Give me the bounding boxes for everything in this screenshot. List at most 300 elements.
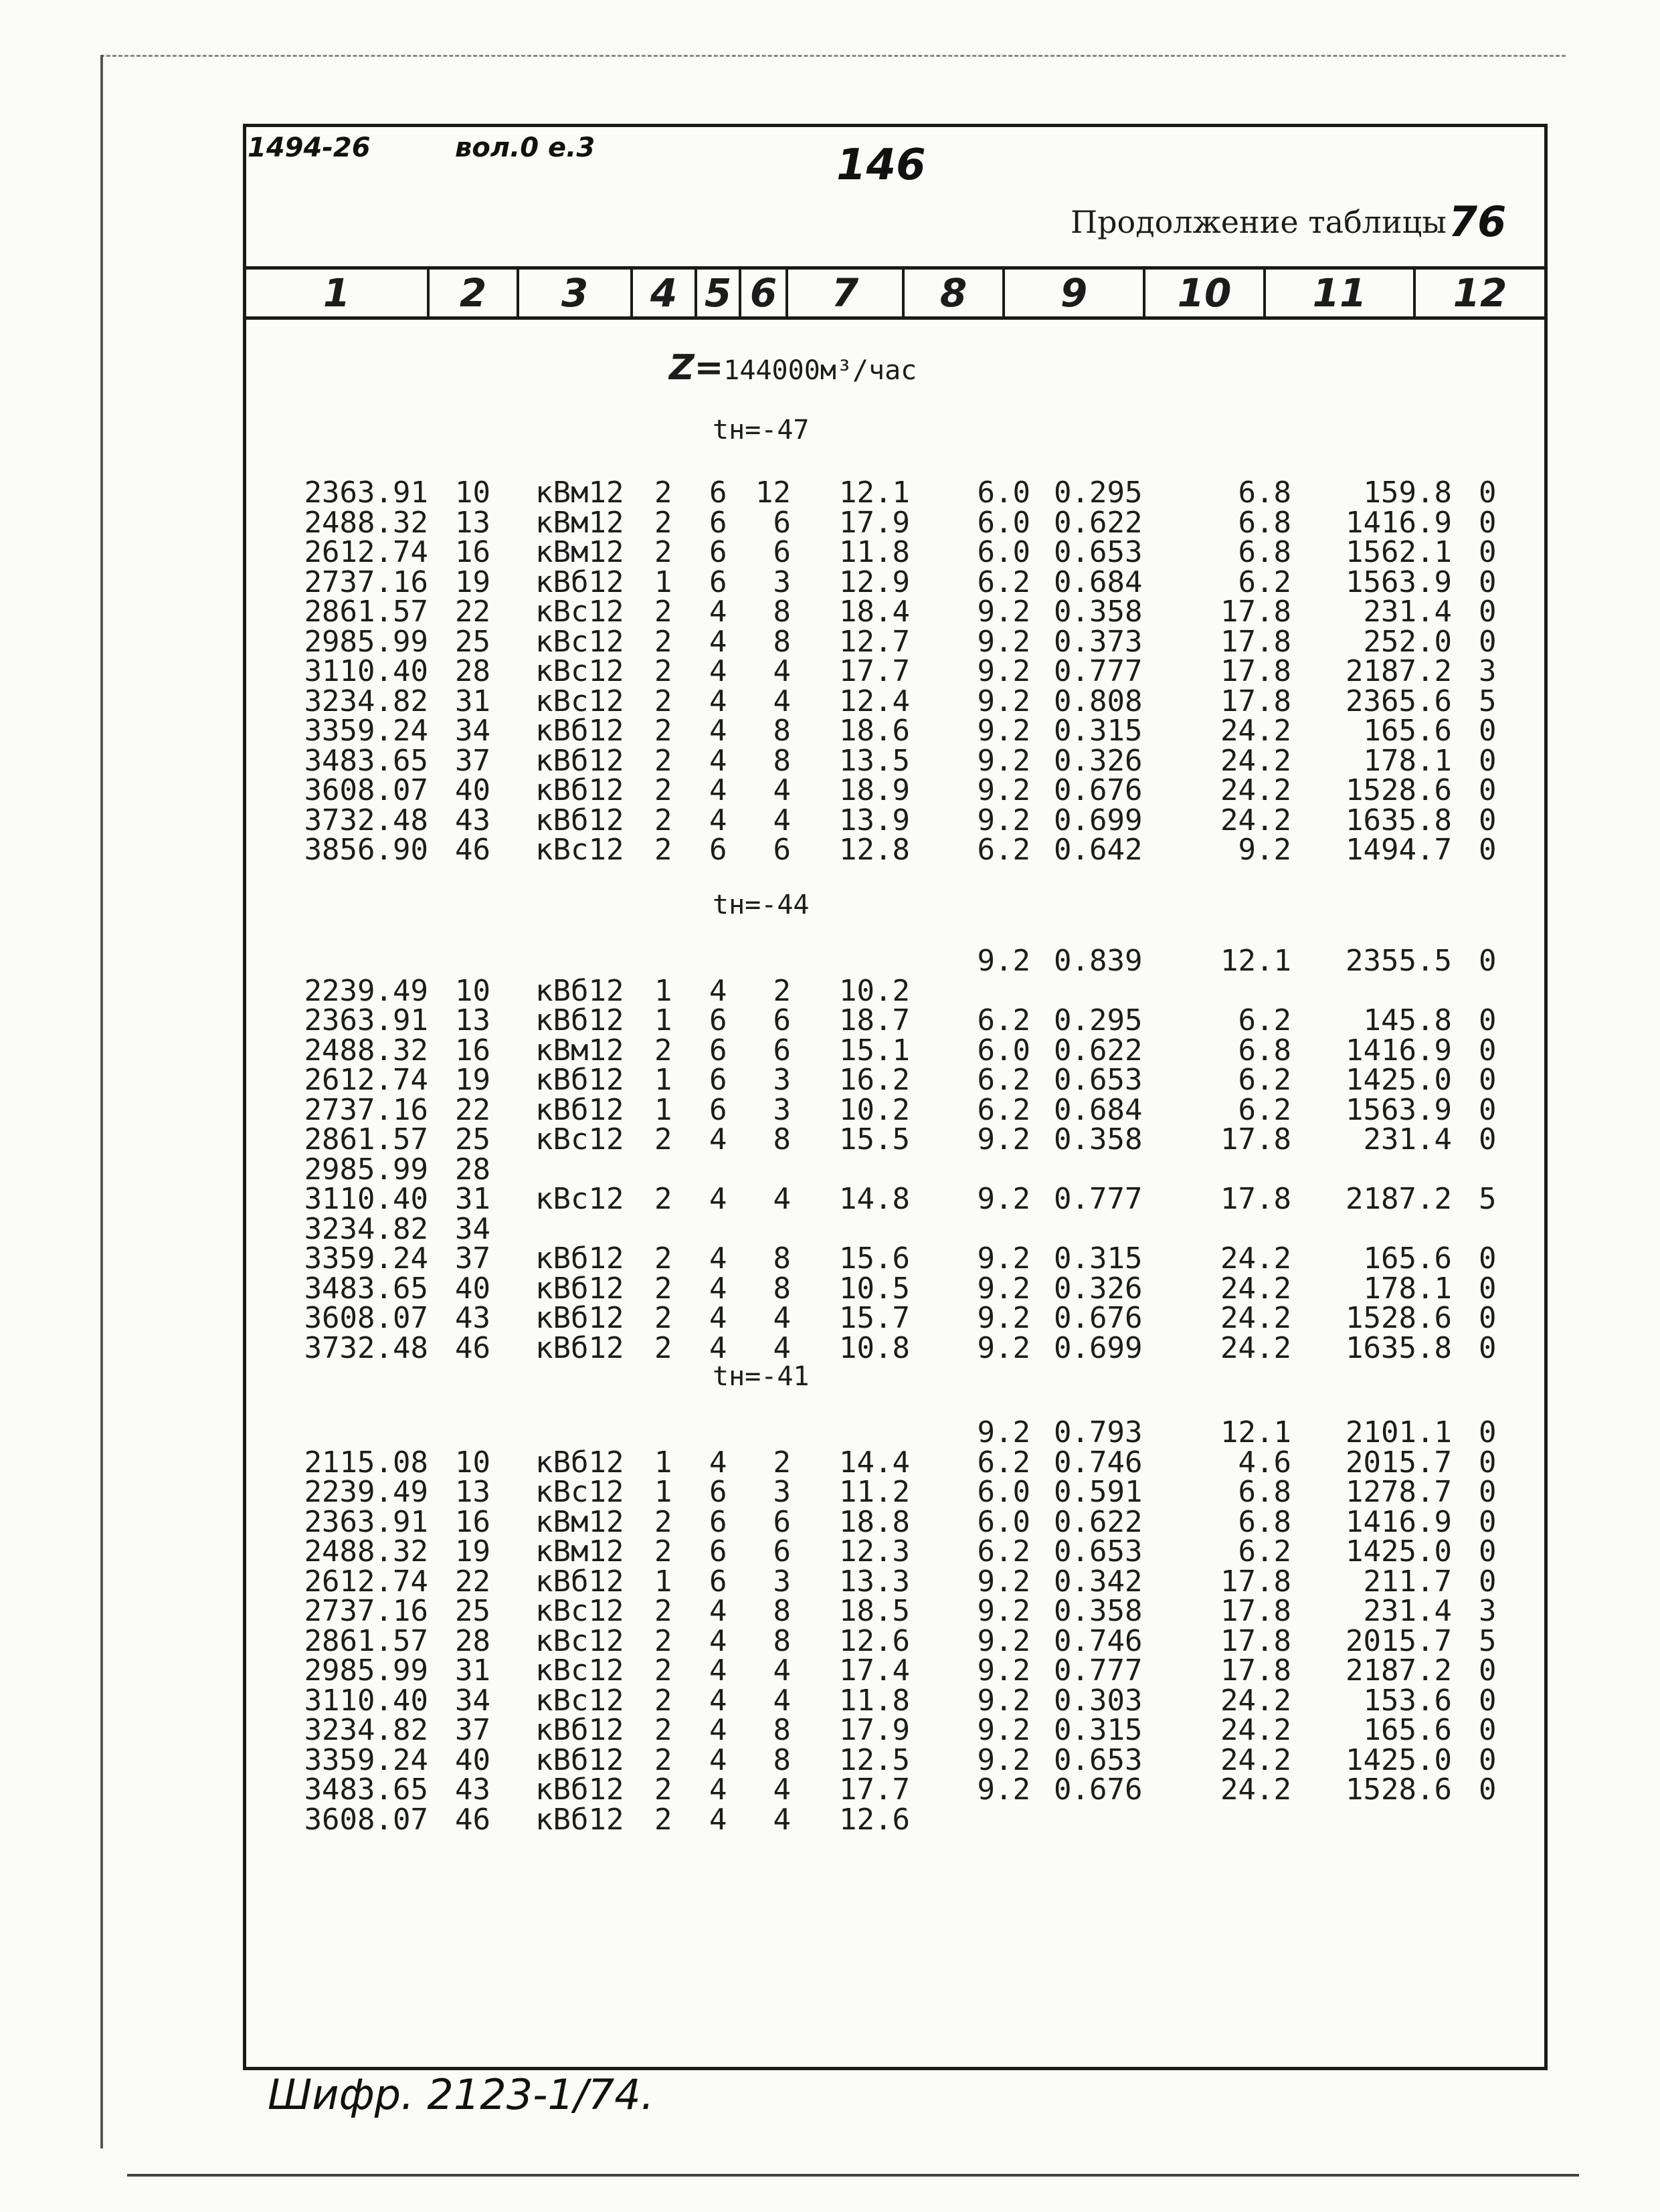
cell-col-10: 24.2	[1220, 1773, 1291, 1807]
cell-col-7: 18.8	[839, 1505, 910, 1539]
cell-col-9: 0.295	[1054, 1003, 1143, 1037]
table-row	[0, 1475, 1660, 1509]
cell-col-6: 3	[773, 565, 791, 599]
cell-col-11: 1425.0	[1346, 1534, 1452, 1569]
cell-col-7: 11.8	[839, 535, 910, 569]
cell-col-9: 0.676	[1054, 1773, 1143, 1807]
cell-col-3: кВс12	[535, 833, 624, 867]
cell-col-12: 0	[1479, 1063, 1497, 1097]
cell-col-7: 10.8	[839, 1331, 910, 1365]
cell-col-5: 6	[709, 535, 727, 569]
cell-col-11: 145.8	[1363, 1003, 1452, 1037]
cell-col-3: кВм12	[535, 1033, 624, 1068]
cell-col-12: 0	[1479, 1475, 1497, 1509]
cell-col-7: 18.6	[839, 714, 910, 748]
cell-col-9: 0.622	[1054, 1505, 1143, 1539]
cell-col-7: 12.9	[839, 565, 910, 599]
col-header-12: 12	[1413, 270, 1544, 316]
cell-col-10: 24.2	[1220, 1684, 1291, 1718]
cell-col-3: кВс12	[535, 1122, 624, 1157]
col-header-10: 10	[1143, 270, 1263, 316]
cell-col-2: 25	[455, 1122, 490, 1157]
cell-col-11: 1563.9	[1346, 1093, 1452, 1127]
section-title: tн=-41	[713, 1361, 810, 1392]
cell-col-5: 4	[709, 1594, 727, 1628]
cell-col-4: 2	[654, 1743, 672, 1777]
cell-col-7: 17.7	[839, 1773, 910, 1807]
cell-col-12: 0	[1479, 744, 1497, 778]
cell-col-3: кВс12	[535, 595, 624, 629]
cell-col-2: 31	[455, 684, 490, 718]
cell-col-2: 13	[455, 1003, 490, 1037]
cell-col-7: 18.7	[839, 1003, 910, 1037]
column-header-row	[246, 266, 1544, 320]
cell-col-3: кВб12	[535, 1063, 624, 1097]
cell-col-11: 1635.8	[1346, 1331, 1452, 1365]
cell-col-1: 2488.32	[304, 506, 428, 540]
cell-col-12: 0	[1479, 1301, 1497, 1335]
cell-col-9: 0.746	[1054, 1624, 1143, 1658]
cell-col-6: 2	[773, 974, 791, 1008]
cell-col-7: 12.6	[839, 1803, 910, 1837]
table-row	[0, 1152, 1660, 1187]
table-row	[0, 1033, 1660, 1068]
col-header-8: 8	[902, 270, 1002, 316]
cell-col-9: 0.777	[1054, 1653, 1143, 1688]
cell-col-11: 2015.7	[1346, 1624, 1452, 1658]
cell-col-7: 13.5	[839, 744, 910, 778]
cell-col-4: 2	[654, 1684, 672, 1718]
cell-col-12: 0	[1479, 535, 1497, 569]
cell-col-4: 2	[654, 1653, 672, 1688]
cell-col-7: 10.5	[839, 1272, 910, 1306]
cell-col-12: 0	[1479, 1445, 1497, 1480]
cell-col-5: 4	[709, 625, 727, 659]
cell-col-8: 6.0	[977, 1475, 1030, 1509]
cell-col-1: 2861.57	[304, 1624, 428, 1658]
cell-col-5: 4	[709, 1122, 727, 1157]
cell-col-6: 6	[773, 1505, 791, 1539]
cell-col-8: 9.2	[977, 1565, 1030, 1599]
cell-col-5: 4	[709, 1684, 727, 1718]
cell-col-7: 12.5	[839, 1743, 910, 1777]
cell-col-1: 3483.65	[304, 1272, 428, 1306]
cell-col-9: 0.676	[1054, 1301, 1143, 1335]
cell-col-10: 17.8	[1220, 1624, 1291, 1658]
cell-col-8: 9.2	[977, 654, 1030, 688]
table-row	[0, 1212, 1660, 1246]
cell-col-3: кВс12	[535, 625, 624, 659]
cell-col-10: 6.8	[1238, 1505, 1291, 1539]
cell-col-2: 19	[455, 1534, 490, 1569]
cell-col-8: 6.2	[977, 565, 1030, 599]
cell-col-6: 8	[773, 1594, 791, 1628]
cell-col-11: 1494.7	[1346, 833, 1452, 867]
cell-col-9: 0.793	[1054, 1415, 1143, 1449]
cell-col-6: 8	[773, 1241, 791, 1276]
cell-col-9: 0.642	[1054, 833, 1143, 867]
cell-col-7: 10.2	[839, 1093, 910, 1127]
cell-col-6: 4	[773, 1803, 791, 1837]
cell-col-9: 0.777	[1054, 654, 1143, 688]
cell-col-12: 0	[1479, 1272, 1497, 1306]
table-row	[0, 716, 1660, 746]
cell-col-12: 0	[1479, 1122, 1497, 1157]
cell-col-10: 17.8	[1220, 684, 1291, 718]
cell-col-4: 2	[654, 1534, 672, 1569]
table-row	[0, 565, 1660, 599]
table-row	[0, 803, 1660, 837]
cell-col-8: 9.2	[977, 1122, 1030, 1157]
cell-col-7: 15.7	[839, 1301, 910, 1335]
cell-col-5: 6	[709, 1063, 727, 1097]
cell-col-3: кВс12	[535, 654, 624, 688]
table-row	[0, 974, 1660, 1008]
cell-col-3: кВс12	[535, 1594, 624, 1628]
cell-col-6: 8	[773, 744, 791, 778]
cell-col-4: 1	[654, 974, 672, 1008]
cell-col-5: 4	[709, 654, 727, 688]
col-header-9: 9	[1002, 270, 1143, 316]
cell-col-11: 178.1	[1363, 1272, 1452, 1306]
cell-col-9: 0.777	[1054, 1182, 1143, 1216]
cell-col-1: 2115.08	[304, 1445, 428, 1480]
table-row	[0, 1415, 1660, 1449]
cell-col-2: 22	[455, 1093, 490, 1127]
cell-col-5: 4	[709, 1713, 727, 1747]
cell-col-4: 2	[654, 1122, 672, 1157]
cell-col-7: 17.7	[839, 654, 910, 688]
cell-col-6: 8	[773, 1743, 791, 1777]
cell-col-11: 1528.6	[1346, 1301, 1452, 1335]
cell-col-6: 4	[773, 1773, 791, 1807]
cell-col-6: 4	[773, 1653, 791, 1688]
cell-col-1: 3608.07	[304, 773, 428, 807]
cell-col-9: 0.622	[1054, 506, 1143, 540]
cell-col-9: 0.358	[1054, 1122, 1143, 1157]
cell-col-9: 0.676	[1054, 773, 1143, 807]
cell-col-1: 3234.82	[304, 1713, 428, 1747]
cell-col-6: 4	[773, 1684, 791, 1718]
table-row	[0, 1534, 1660, 1569]
cell-col-2: 37	[455, 1241, 490, 1276]
cell-col-7: 12.6	[839, 1624, 910, 1658]
cell-col-6: 6	[773, 833, 791, 867]
col-header-2: 2	[427, 270, 517, 316]
cell-col-10: 24.2	[1220, 714, 1291, 748]
cell-col-3: кВб12	[535, 803, 624, 837]
cell-col-8: 6.2	[977, 1534, 1030, 1569]
cell-col-3: кВс12	[535, 1624, 624, 1658]
cell-col-5: 4	[709, 1301, 727, 1335]
cell-col-11: 1416.9	[1346, 1033, 1452, 1068]
cell-col-7: 17.9	[839, 1713, 910, 1747]
cell-col-5: 4	[709, 1653, 727, 1688]
cell-col-3: кВс12	[535, 1475, 624, 1509]
cell-col-1: 2488.32	[304, 1033, 428, 1068]
cell-col-11: 2187.2	[1346, 654, 1452, 688]
cell-col-8: 9.2	[977, 1182, 1030, 1216]
cell-col-2: 16	[455, 1033, 490, 1068]
cell-col-2: 31	[455, 1653, 490, 1688]
cell-col-5: 4	[709, 1331, 727, 1365]
table-row	[0, 1445, 1660, 1480]
cell-col-4: 2	[654, 773, 672, 807]
cell-col-9: 0.684	[1054, 565, 1143, 599]
flow-value: 144000м³/час	[723, 355, 917, 386]
cell-col-5: 6	[709, 1475, 727, 1509]
cell-col-10: 17.8	[1220, 1653, 1291, 1688]
cell-col-7: 18.5	[839, 1594, 910, 1628]
cell-col-8: 9.2	[977, 744, 1030, 778]
cipher-note: Шифр. 2123-1/74.	[268, 2070, 654, 2119]
cell-col-2: 31	[455, 1182, 490, 1216]
cell-col-11: 1563.9	[1346, 565, 1452, 599]
cell-col-2: 13	[455, 1475, 490, 1509]
cell-col-6: 3	[773, 1093, 791, 1127]
cell-col-10: 17.8	[1220, 1122, 1291, 1157]
cell-col-10: 6.8	[1238, 1033, 1291, 1068]
cell-col-11: 252.0	[1363, 625, 1452, 659]
cell-col-12: 0	[1479, 1713, 1497, 1747]
cell-col-12: 0	[1479, 476, 1497, 510]
cell-col-6: 8	[773, 1272, 791, 1306]
cell-col-7: 13.3	[839, 1565, 910, 1599]
cell-col-6: 4	[773, 1182, 791, 1216]
cell-col-9: 0.315	[1054, 1241, 1143, 1276]
cell-col-10: 17.8	[1220, 595, 1291, 629]
cell-col-6: 2	[773, 1445, 791, 1480]
cell-col-9: 0.699	[1054, 803, 1143, 837]
cell-col-5: 4	[709, 1773, 727, 1807]
cell-col-3: кВб12	[535, 1241, 624, 1276]
cell-col-12: 0	[1479, 595, 1497, 629]
cell-col-9: 0.699	[1054, 1331, 1143, 1365]
table-row	[0, 1743, 1660, 1777]
cell-col-11: 165.6	[1363, 1713, 1452, 1747]
table-row	[0, 1624, 1660, 1658]
cell-col-1: 3359.24	[304, 1743, 428, 1777]
cell-col-7: 15.1	[839, 1033, 910, 1068]
cell-col-5: 6	[709, 1003, 727, 1037]
cell-col-5: 4	[709, 974, 727, 1008]
cell-col-10: 6.2	[1238, 1093, 1291, 1127]
cell-col-11: 2187.2	[1346, 1182, 1452, 1216]
cell-col-5: 4	[709, 744, 727, 778]
cell-col-3: кВб12	[535, 1713, 624, 1747]
cell-col-10: 24.2	[1220, 773, 1291, 807]
cell-col-11: 1425.0	[1346, 1743, 1452, 1777]
cell-col-3: кВб12	[535, 1773, 624, 1807]
cell-col-5: 4	[709, 1272, 727, 1306]
cell-col-4: 1	[654, 1445, 672, 1480]
cell-col-5: 6	[709, 506, 727, 540]
cell-col-2: 37	[455, 744, 490, 778]
cell-col-5: 4	[709, 773, 727, 807]
cell-col-10: 6.2	[1238, 1063, 1291, 1097]
cell-col-8: 6.0	[977, 1505, 1030, 1539]
cell-col-1: 3483.65	[304, 1773, 428, 1807]
cell-col-8: 6.2	[977, 1093, 1030, 1127]
cell-col-4: 2	[654, 506, 672, 540]
cell-col-12: 0	[1479, 944, 1497, 978]
table-row	[0, 746, 1660, 776]
cell-col-5: 6	[709, 1565, 727, 1599]
cell-col-12: 0	[1479, 1331, 1497, 1365]
cell-col-6: 12	[755, 476, 791, 510]
table-row	[0, 1567, 1660, 1597]
cell-col-3: кВб12	[535, 714, 624, 748]
cell-col-1: 2737.16	[304, 565, 428, 599]
cell-col-7: 12.7	[839, 625, 910, 659]
cell-col-4: 2	[654, 1773, 672, 1807]
table-row	[0, 1653, 1660, 1688]
cell-col-1: 2612.74	[304, 535, 428, 569]
cell-col-6: 6	[773, 506, 791, 540]
cell-col-8: 9.2	[977, 1331, 1030, 1365]
cell-col-1: 3732.48	[304, 803, 428, 837]
cell-col-3: кВб12	[535, 974, 624, 1008]
cell-col-2: 19	[455, 565, 490, 599]
cell-col-2: 25	[455, 1594, 490, 1628]
cell-col-3: кВм12	[535, 476, 624, 510]
cell-col-6: 8	[773, 1713, 791, 1747]
cell-col-8: 6.2	[977, 1445, 1030, 1480]
cell-col-1: 2363.91	[304, 476, 428, 510]
cell-col-1: 2861.57	[304, 595, 428, 629]
document-volume: вол.0 е.3	[455, 132, 595, 163]
cell-col-10: 6.2	[1238, 1534, 1291, 1569]
cell-col-10: 17.8	[1220, 1182, 1291, 1216]
cell-col-8: 9.2	[977, 1624, 1030, 1658]
cell-col-5: 4	[709, 595, 727, 629]
cell-col-4: 2	[654, 803, 672, 837]
cell-col-5: 6	[709, 1505, 727, 1539]
cell-col-6: 8	[773, 1122, 791, 1157]
cell-col-1: 3608.07	[304, 1803, 428, 1837]
cell-col-1: 2861.57	[304, 1122, 428, 1157]
cell-col-3: кВб12	[535, 1272, 624, 1306]
cell-col-10: 6.8	[1238, 535, 1291, 569]
cell-col-9: 0.684	[1054, 1093, 1143, 1127]
cell-col-6: 6	[773, 1534, 791, 1569]
cell-col-2: 43	[455, 803, 490, 837]
cell-col-12: 0	[1479, 803, 1497, 837]
cell-col-7: 12.4	[839, 684, 910, 718]
cell-col-11: 1562.1	[1346, 535, 1452, 569]
cell-col-11: 2015.7	[1346, 1445, 1452, 1480]
cell-col-2: 37	[455, 1713, 490, 1747]
cell-col-6: 4	[773, 1331, 791, 1365]
cell-col-2: 34	[455, 1212, 490, 1246]
cell-col-6: 4	[773, 1301, 791, 1335]
cell-col-10: 24.2	[1220, 1301, 1291, 1335]
cell-col-2: 46	[455, 1803, 490, 1837]
table-row	[0, 1805, 1660, 1835]
cell-col-12: 0	[1479, 1534, 1497, 1569]
cell-col-4: 2	[654, 1624, 672, 1658]
cell-col-8: 9.2	[977, 1743, 1030, 1777]
col-header-1: 1	[322, 270, 351, 316]
cell-col-12: 0	[1479, 1743, 1497, 1777]
cell-col-4: 2	[654, 654, 672, 688]
cell-col-11: 1528.6	[1346, 773, 1452, 807]
cell-col-10: 6.2	[1238, 1003, 1291, 1037]
scan-border-top	[100, 55, 1566, 57]
section-title: tн=-44	[713, 890, 810, 920]
cell-col-11: 231.4	[1363, 595, 1452, 629]
cell-col-3: кВм12	[535, 506, 624, 540]
cell-col-4: 1	[654, 1003, 672, 1037]
cell-col-1: 3359.24	[304, 1241, 428, 1276]
cell-col-9: 0.358	[1054, 595, 1143, 629]
cell-col-3: кВб12	[535, 1331, 624, 1365]
cell-col-1: 2612.74	[304, 1565, 428, 1599]
cell-col-11: 1528.6	[1346, 1773, 1452, 1807]
cell-col-12: 0	[1479, 1033, 1497, 1068]
cell-col-11: 211.7	[1363, 1565, 1452, 1599]
table-row	[0, 597, 1660, 627]
cell-col-1: 3234.82	[304, 1212, 428, 1246]
cell-col-2: 22	[455, 595, 490, 629]
cell-col-1: 2737.16	[304, 1093, 428, 1127]
cell-col-8: 9.2	[977, 803, 1030, 837]
cell-col-8: 6.0	[977, 535, 1030, 569]
cell-col-12: 0	[1479, 625, 1497, 659]
cell-col-2: 28	[455, 1624, 490, 1658]
cell-col-11: 178.1	[1363, 744, 1452, 778]
cell-col-6: 6	[773, 1003, 791, 1037]
table-row	[0, 1274, 1660, 1304]
cell-col-12: 0	[1479, 1093, 1497, 1127]
cell-col-1: 3856.90	[304, 833, 428, 867]
cell-col-1: 2985.99	[304, 625, 428, 659]
cell-col-7: 18.4	[839, 595, 910, 629]
cell-col-11: 2187.2	[1346, 1653, 1452, 1688]
cell-col-9: 0.653	[1054, 1063, 1143, 1097]
cell-col-8: 9.2	[977, 1684, 1030, 1718]
col-header-7: 7	[786, 270, 902, 316]
cell-col-10: 24.2	[1220, 1272, 1291, 1306]
cell-col-2: 16	[455, 535, 490, 569]
cell-col-10: 24.2	[1220, 803, 1291, 837]
cell-col-7: 12.3	[839, 1534, 910, 1569]
cell-col-4: 2	[654, 684, 672, 718]
cell-col-7: 18.9	[839, 773, 910, 807]
cell-col-1: 3110.40	[304, 1182, 428, 1216]
cell-col-2: 43	[455, 1301, 490, 1335]
cell-col-8: 9.2	[977, 625, 1030, 659]
cell-col-4: 2	[654, 744, 672, 778]
cell-col-5: 4	[709, 1743, 727, 1777]
cell-col-3: кВб12	[535, 1301, 624, 1335]
cell-col-9: 0.808	[1054, 684, 1143, 718]
cell-col-9: 0.746	[1054, 1445, 1143, 1480]
cell-col-10: 24.2	[1220, 744, 1291, 778]
cell-col-1: 3110.40	[304, 1684, 428, 1718]
cell-col-8: 6.0	[977, 1033, 1030, 1068]
cell-col-8: 6.0	[977, 476, 1030, 510]
cell-col-4: 2	[654, 1594, 672, 1628]
cell-col-6: 4	[773, 803, 791, 837]
table-row	[0, 508, 1660, 538]
cell-col-10: 17.8	[1220, 1565, 1291, 1599]
cell-col-3: кВс12	[535, 1684, 624, 1718]
cell-col-3: кВб12	[535, 565, 624, 599]
cell-col-6: 3	[773, 1475, 791, 1509]
cell-col-5: 4	[709, 1445, 727, 1480]
cell-col-1: 2239.49	[304, 1475, 428, 1509]
